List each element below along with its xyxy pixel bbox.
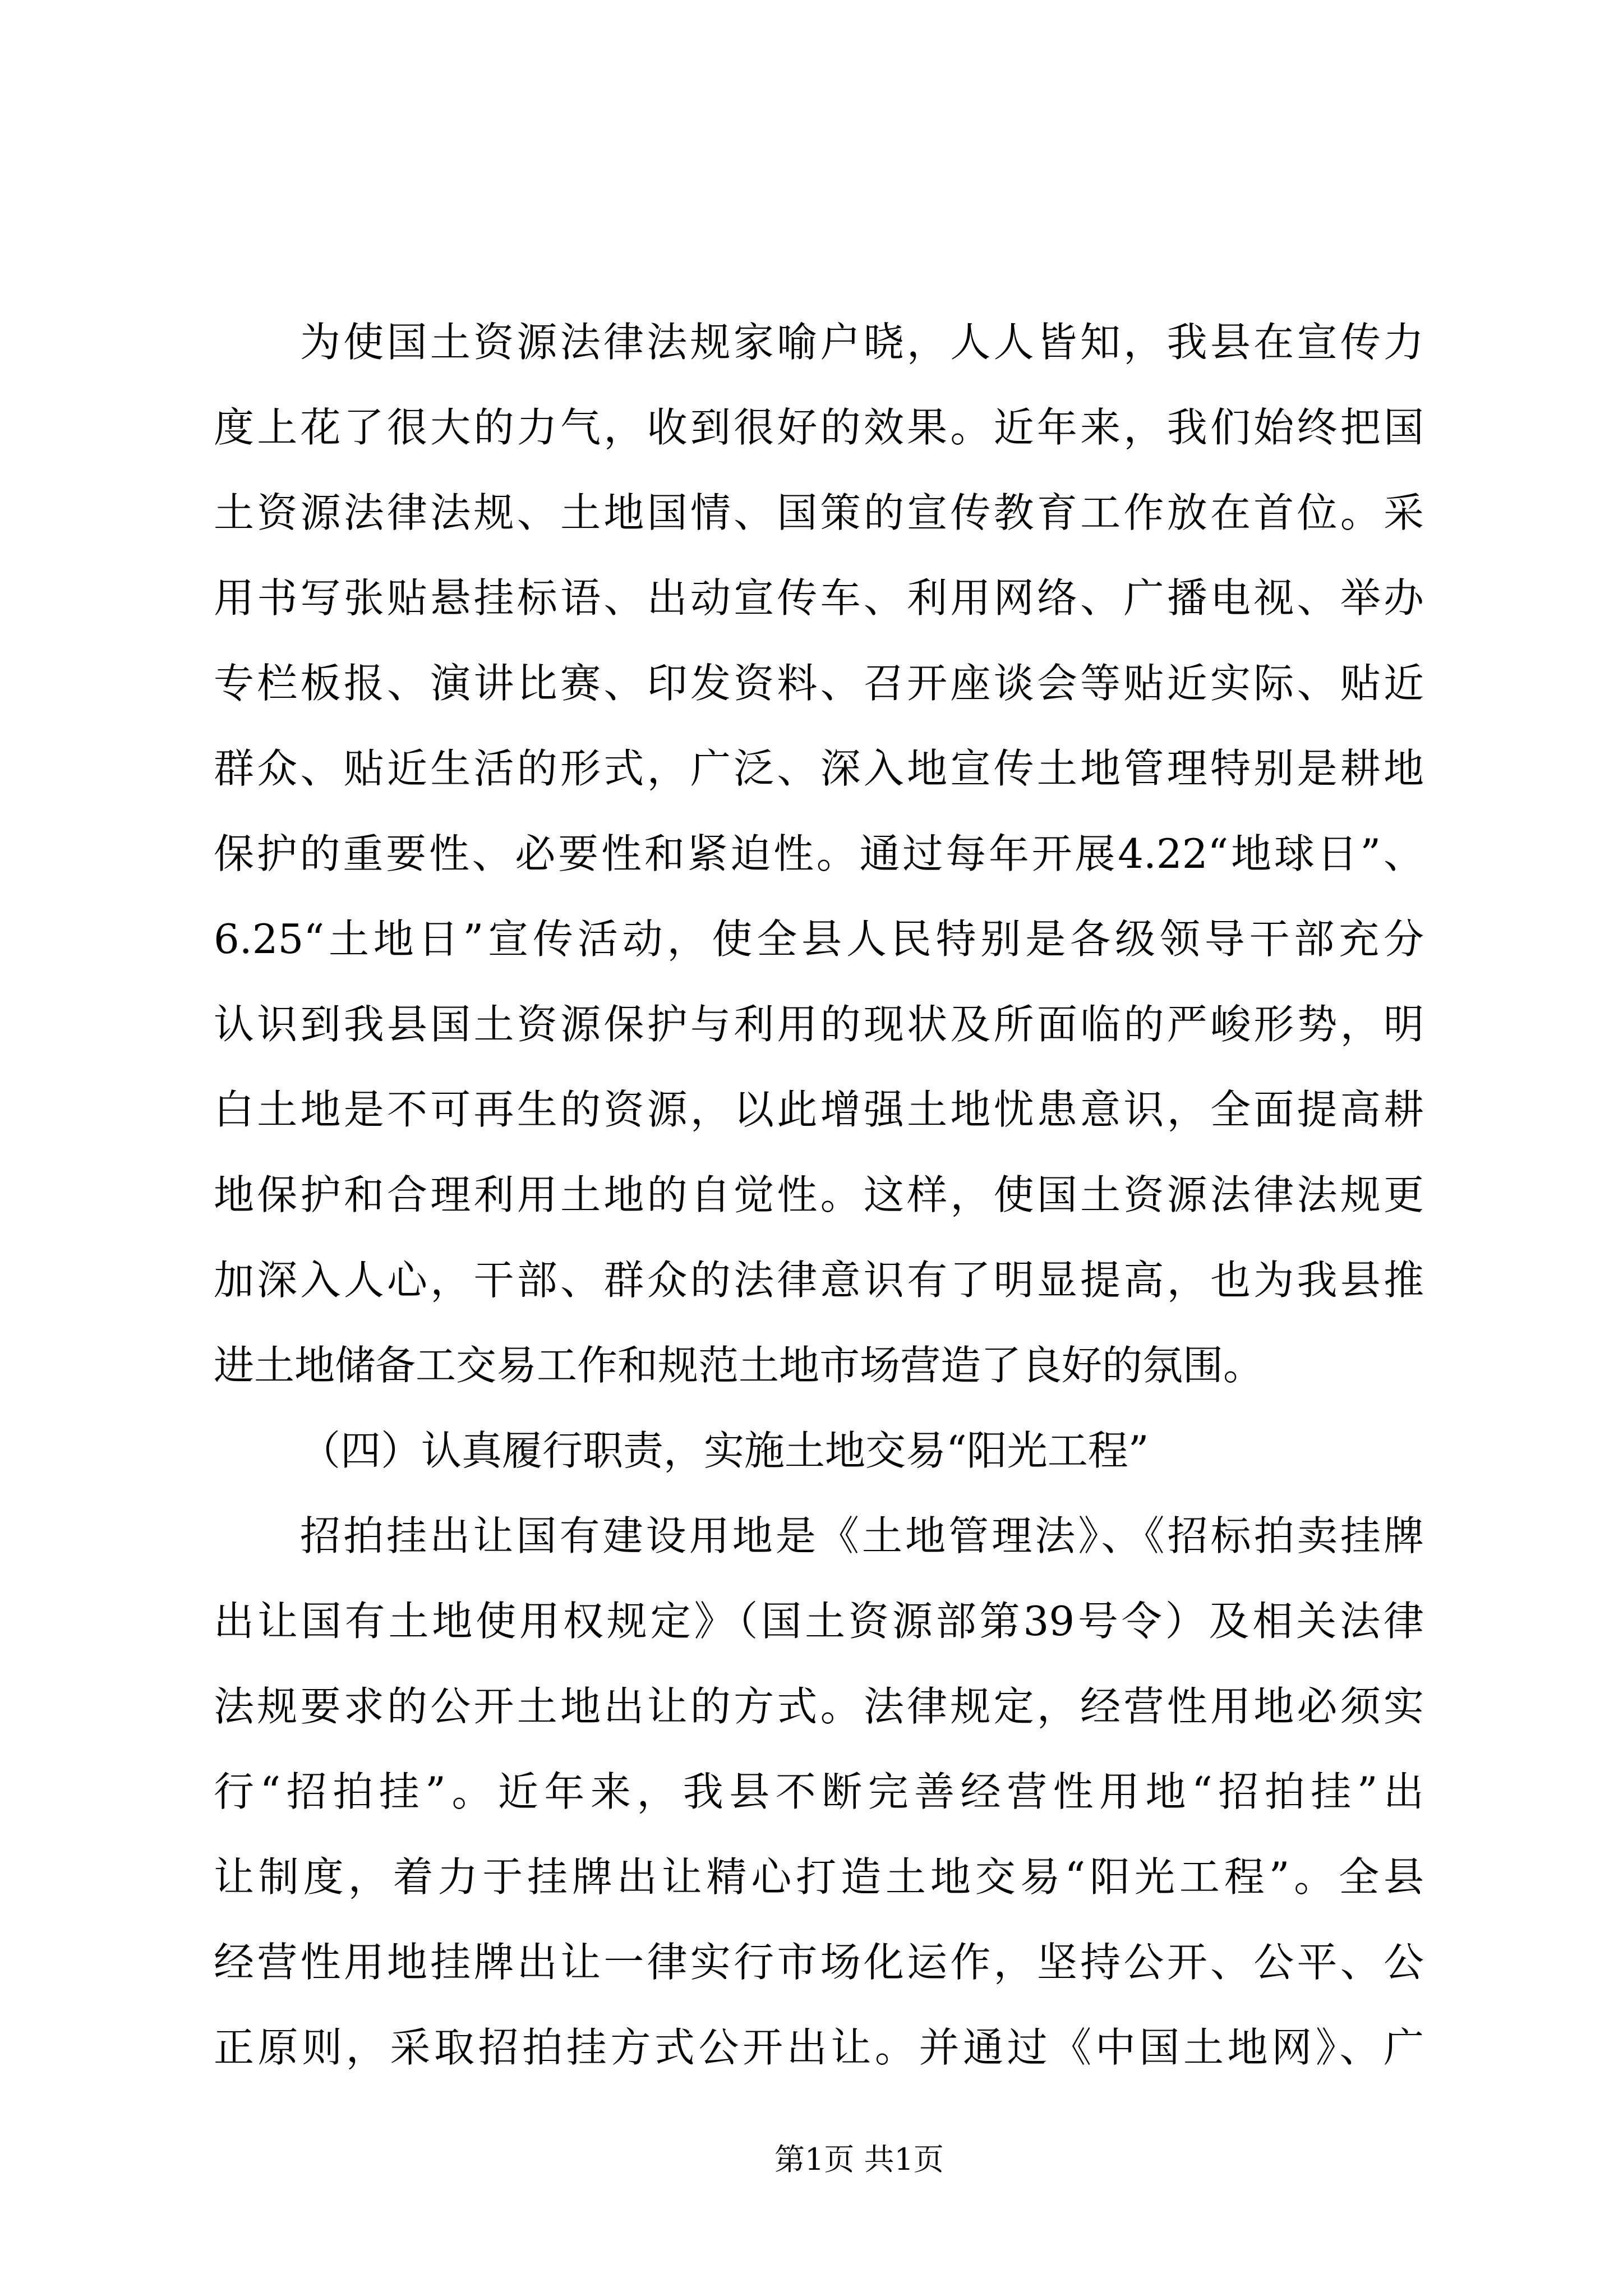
paragraph-line: 出让国有土地使用权规定》（国土资源部第39号令）及相关法律 <box>214 1598 1424 1645</box>
paragraph-line: 地保护和合理利用土地的自觉性。这样，使国土资源法律法规更 <box>214 1171 1424 1218</box>
paragraph-line: 6.25“土地日”宣传活动，使全县人民特别是各级领导干部充分 <box>214 915 1424 963</box>
section-heading <box>214 1408 1424 1493</box>
paragraph <box>214 300 1424 1408</box>
section-heading-text: （四）认真履行职责，实施土地交易“阳光工程” <box>300 1427 1149 1474</box>
paragraph <box>214 1493 1424 2090</box>
paragraph-line: 行“招拍挂”。近年来，我县不断完善经营性用地“招拍挂”出 <box>214 1768 1424 1815</box>
paragraph-line: 法规要求的公开土地出让的方式。法律规定，经营性用地必须实 <box>214 1683 1424 1730</box>
paragraph-line: 加深入人心，干部、群众的法律意识有了明显提高，也为我县推 <box>214 1257 1424 1304</box>
paragraph-line: 用书写张贴悬挂标语、出动宣传车、利用网络、广播电视、举办 <box>214 574 1424 622</box>
paragraph-line: 经营性用地挂牌出让一律实行市场化运作，坚持公开、公平、公 <box>214 1939 1424 1986</box>
paragraph-line: 保护的重要性、必要性和紧迫性。通过每年开展4.22“地球日”、 <box>214 830 1424 877</box>
page-footer: 第1页 共1页 <box>774 2142 944 2177</box>
paragraph-line: 土资源法律法规、土地国情、国策的宣传教育工作放在首位。采 <box>214 489 1424 536</box>
paragraph-line: 白土地是不可再生的资源，以此增强土地忧患意识，全面提高耕 <box>214 1086 1424 1133</box>
paragraph-line: 度上花了很大的力气，收到很好的效果。近年来，我们始终把国 <box>214 404 1424 451</box>
paragraph-line: 招拍挂出让国有建设用地是《土地管理法》、《招标拍卖挂牌 <box>300 1512 1424 1559</box>
paragraph-line: 进土地储备工交易工作和规范土地市场营造了良好的氛围。 <box>214 1342 1264 1389</box>
paragraph-line: 正原则，采取招拍挂方式公开出让。并通过《中国土地网》、广 <box>214 2024 1424 2071</box>
paragraph-line: 群众、贴近生活的形式，广泛、深入地宣传土地管理特别是耕地 <box>214 745 1424 792</box>
document-body <box>214 300 1424 2090</box>
paragraph-line: 为使国土资源法律法规家喻户晓，人人皆知，我县在宣传力 <box>300 319 1424 366</box>
paragraph-line: 专栏板报、演讲比赛、印发资料、召开座谈会等贴近实际、贴近 <box>214 660 1424 707</box>
paragraph-line: 认识到我县国土资源保护与利用的现状及所面临的严峻形势，明 <box>214 1001 1424 1048</box>
paragraph-line: 让制度，着力于挂牌出让精心打造土地交易“阳光工程”。全县 <box>214 1853 1424 1901</box>
